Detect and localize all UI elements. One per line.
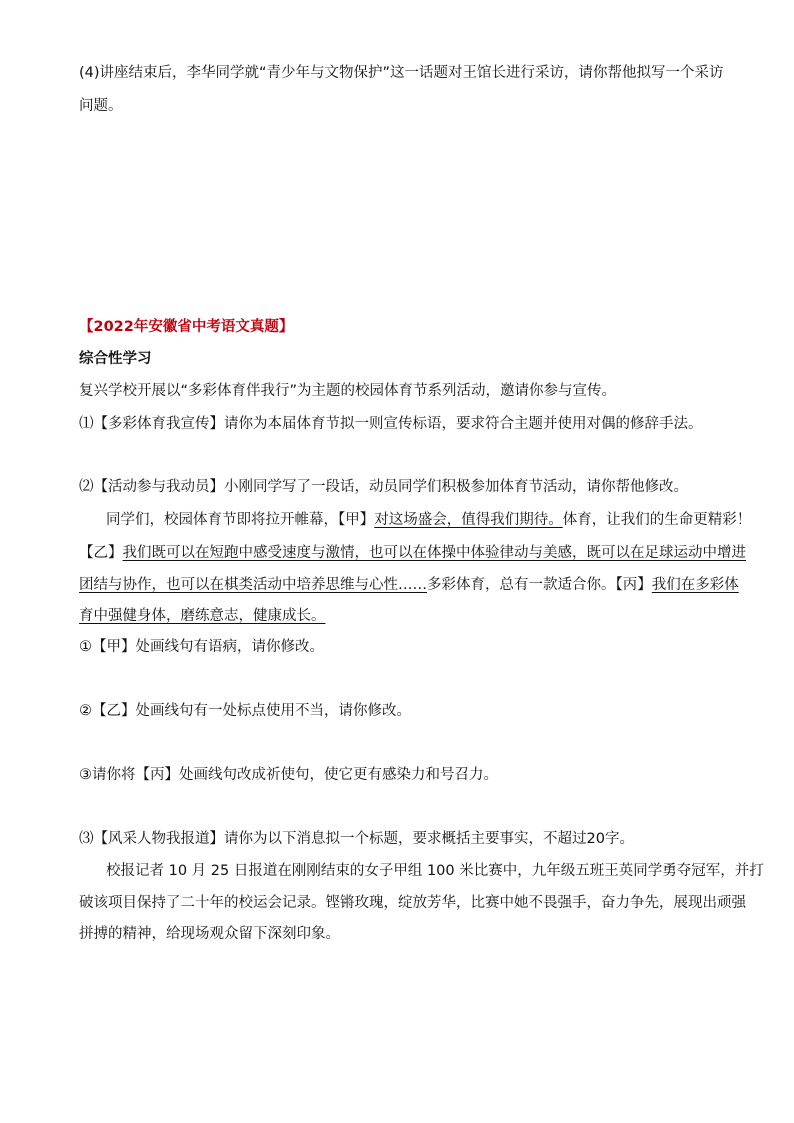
- underlined-sentence-yi-cont: 团结与协作，也可以在棋类活动中培养思维与心性……: [79, 577, 427, 593]
- underlined-sentence-bing-cont: 育中强健身体，磨练意志，健康成长。: [79, 608, 326, 624]
- section-title: 综合性学习: [79, 351, 152, 367]
- sub-question-3: ③请你将【丙】处画线句改成祈使句，使它更有感染力和号召力。: [79, 767, 498, 783]
- passage-line-3: [79, 575, 739, 595]
- question-2: ⑵【活动参与我动员】小刚同学写了一段话，动员同学们积极参加体育节活动，请你帮他修改。: [79, 479, 688, 495]
- underlined-sentence-jia: 对这场盛会，值得我们期待。: [374, 512, 563, 528]
- underlined-sentence-yi: 我们既可以在短跑中感受速度与激情，也可以在体操中体验律动与美感，既可以在足球运动中增进: [122, 545, 746, 561]
- sub-question-2: ②【乙】处画线句有一处标点使用不当，请你修改。: [79, 703, 411, 719]
- q4-line-1: (4)讲座结束后，李华同学就“青少年与文物保护”这一话题对王馆长进行采访，请你帮他拟写一个采访: [79, 65, 724, 81]
- underlined-sentence-bing: 我们在多彩体: [651, 577, 739, 593]
- passage-text: 多彩体育，总有一款适合你。【丙】: [427, 577, 652, 593]
- news-line-3: 拼搏的精神，给现场观众留下深刻印象。: [79, 926, 340, 942]
- source-title: 【2022年安徽省中考语文真题】: [79, 319, 294, 335]
- passage-text: 【乙】: [79, 545, 123, 561]
- passage-text: 同学们，校园体育节即将拉开帷幕，【甲】: [106, 512, 375, 528]
- q4-line-2: 问题。: [79, 98, 123, 114]
- passage-line-1: [106, 510, 751, 530]
- news-line-1: 校报记者 10 月 25 日报道在刚刚结束的女子甲组 100 米比赛中，九年级五班王英同学勇夺冠军，并打: [106, 863, 764, 879]
- question-3: ⑶【风采人物我报道】请你为以下消息拟一个标题，要求概括主要事实，不超过20字。: [79, 831, 634, 847]
- passage-text: 体育，让我们的生命更精彩！: [562, 512, 752, 528]
- passage-line-4: [79, 606, 326, 626]
- news-line-2: 破该项目保持了二十年的校运会记录。铿锵玫瑰，绽放芳华，比赛中她不畏强手，奋力争先，展现出顽强: [79, 895, 746, 911]
- sub-question-1: ①【甲】处画线句有语病，请你修改。: [79, 639, 324, 655]
- question-1: ⑴【多彩体育我宣传】请你为本届体育节拟一则宣传标语，要求符合主题并使用对偶的修辞手法。: [79, 416, 703, 432]
- intro: 复兴学校开展以“多彩体育伴我行”为主题的校园体育节系列活动，邀请你参与宣传。: [79, 383, 617, 399]
- passage-line-2: [79, 543, 746, 563]
